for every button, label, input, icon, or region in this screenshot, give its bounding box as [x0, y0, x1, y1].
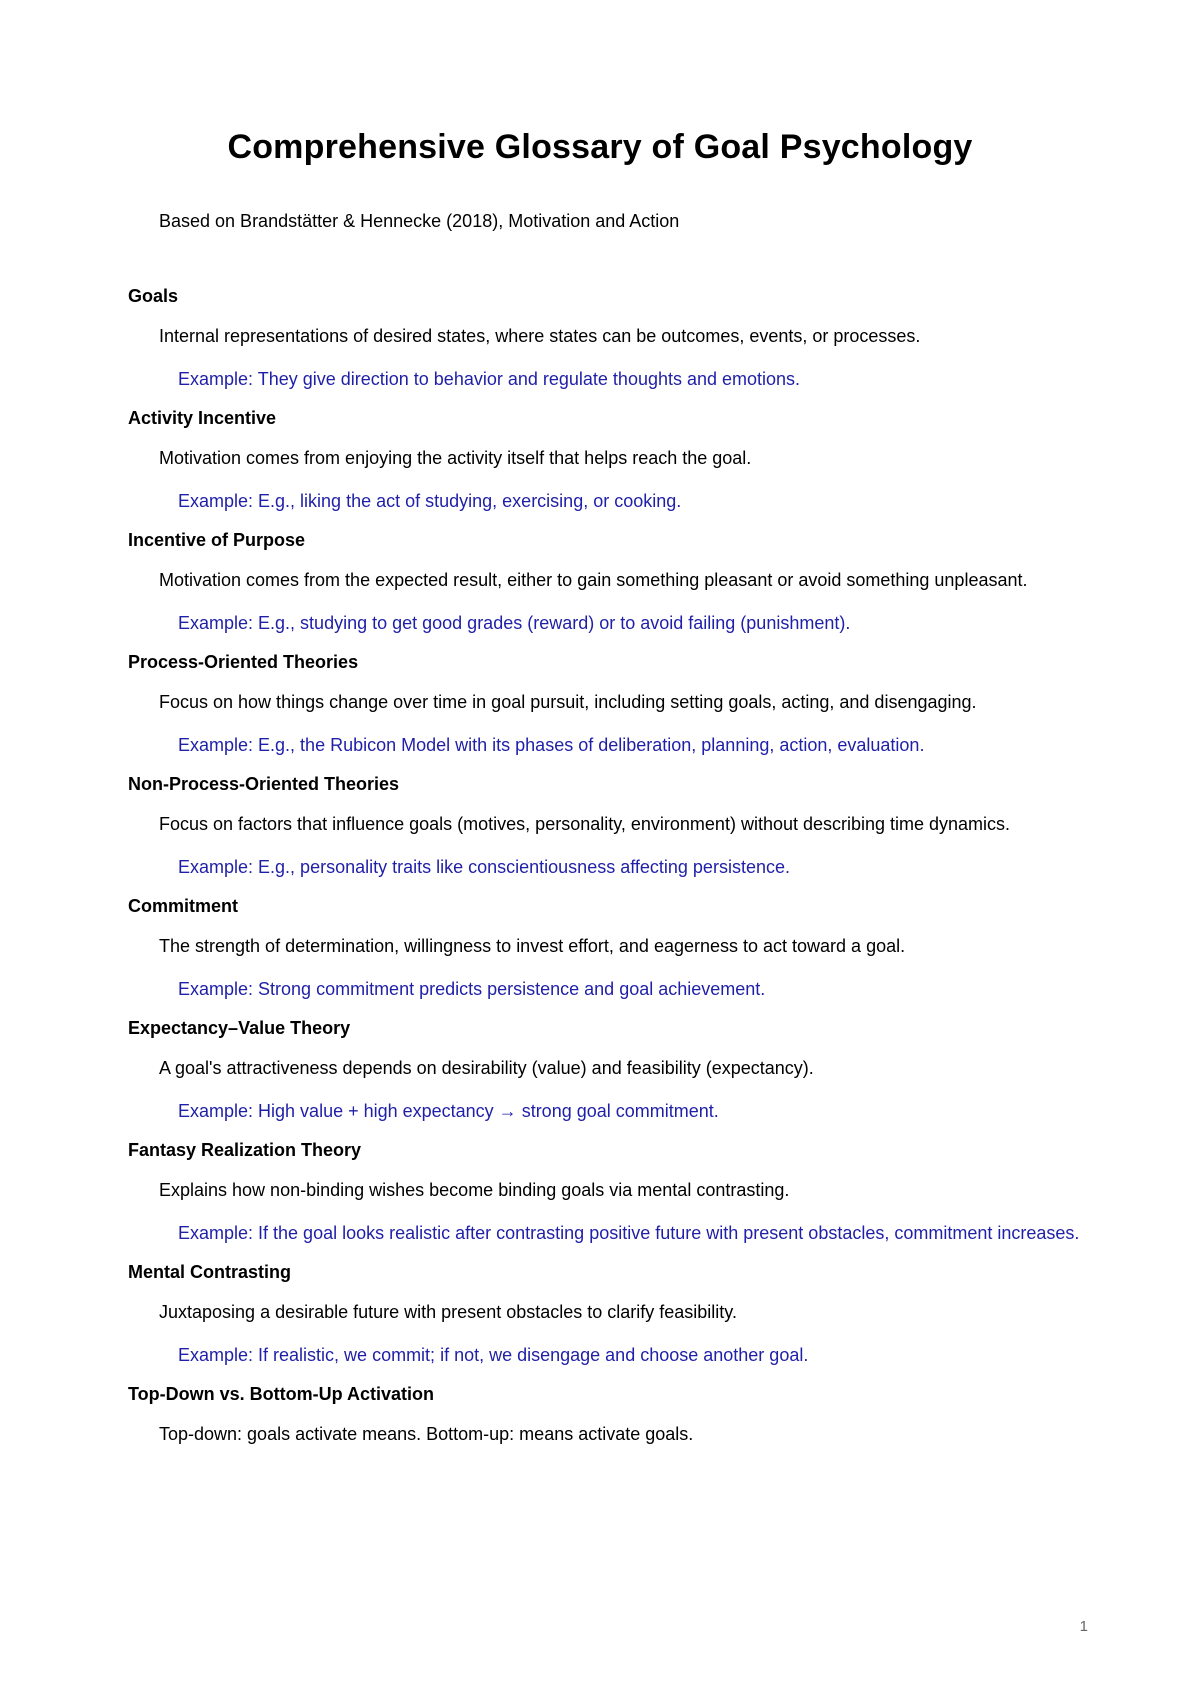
glossary-entry [128, 651, 1088, 759]
glossary-entry [128, 407, 1088, 515]
glossary-term: Process-Oriented Theories [128, 652, 359, 672]
glossary-entry [128, 285, 1088, 393]
glossary-example: Example: E.g., the Rubicon Model with its phases of deliberation, planning, action, evaluation. [178, 735, 925, 755]
page-subtitle: Based on Brandstätter & Hennecke (2018), Motivation and Action [159, 211, 680, 231]
glossary-definition: Top-down: goals activate means. Bottom-up: means activate goals. [159, 1424, 694, 1444]
glossary-entry [128, 1017, 1088, 1125]
glossary-entry [128, 1139, 1088, 1247]
glossary-definition: Focus on how things change over time in goal pursuit, including setting goals, acting, and disengaging. [159, 692, 977, 712]
glossary-definition: The strength of determination, willingness to invest effort, and eagerness to act toward a goal. [159, 936, 906, 956]
glossary-example: Example: E.g., personality traits like conscientiousness affecting persistence. [178, 857, 790, 877]
page-number: 1 [1079, 1618, 1088, 1635]
glossary-definition: Juxtaposing a desirable future with present obstacles to clarify feasibility. [159, 1302, 737, 1322]
glossary-entry [128, 895, 1088, 1003]
glossary-term: Commitment [128, 896, 239, 916]
glossary-example: Example: If realistic, we commit; if not, we disengage and choose another goal. [178, 1345, 809, 1365]
glossary-example: Example: E.g., studying to get good grades (reward) or to avoid failing (punishment). [178, 613, 851, 633]
glossary-term: Non-Process-Oriented Theories [128, 774, 400, 794]
glossary-term: Goals [128, 286, 179, 306]
glossary-term: Fantasy Realization Theory [128, 1140, 362, 1160]
glossary-example: Example: If the goal looks realistic after contrasting positive future with present obstacles, commitment increases. [178, 1223, 1080, 1243]
glossary-term: Top-Down vs. Bottom-Up Activation [128, 1384, 434, 1404]
glossary-definition: Motivation comes from enjoying the activity itself that helps reach the goal. [159, 448, 752, 468]
glossary-definition: A goal's attractiveness depends on desirability (value) and feasibility (expectancy). [159, 1058, 814, 1078]
glossary-entry [128, 773, 1088, 881]
glossary-definition: Motivation comes from the expected result, either to gain something pleasant or avoid something unpleasant. [159, 570, 1028, 590]
glossary-example: Example: E.g., liking the act of studying, exercising, or cooking. [178, 491, 682, 511]
glossary-term: Activity Incentive [128, 408, 277, 428]
glossary-definition: Internal representations of desired states, where states can be outcomes, events, or processes. [159, 326, 921, 346]
glossary-example: Example: They give direction to behavior and regulate thoughts and emotions. [178, 369, 801, 389]
glossary-term: Expectancy–Value Theory [128, 1018, 351, 1038]
glossary-entry [128, 1383, 1088, 1448]
glossary-term: Incentive of Purpose [128, 530, 306, 550]
glossary-list [128, 285, 1088, 1463]
glossary-example: Example: High value + high expectancy → strong goal commitment. [178, 1101, 719, 1121]
glossary-entry [128, 529, 1088, 637]
glossary-example: Example: Strong commitment predicts persistence and goal achievement. [178, 979, 766, 999]
glossary-definition: Focus on factors that influence goals (motives, personality, environment) without describing time dynamics. [159, 814, 1011, 834]
page-title: Comprehensive Glossary of Goal Psychology [227, 128, 973, 166]
glossary-entry [128, 1261, 1088, 1369]
glossary-definition: Explains how non-binding wishes become binding goals via mental contrasting. [159, 1180, 790, 1200]
glossary-term: Mental Contrasting [128, 1262, 292, 1282]
